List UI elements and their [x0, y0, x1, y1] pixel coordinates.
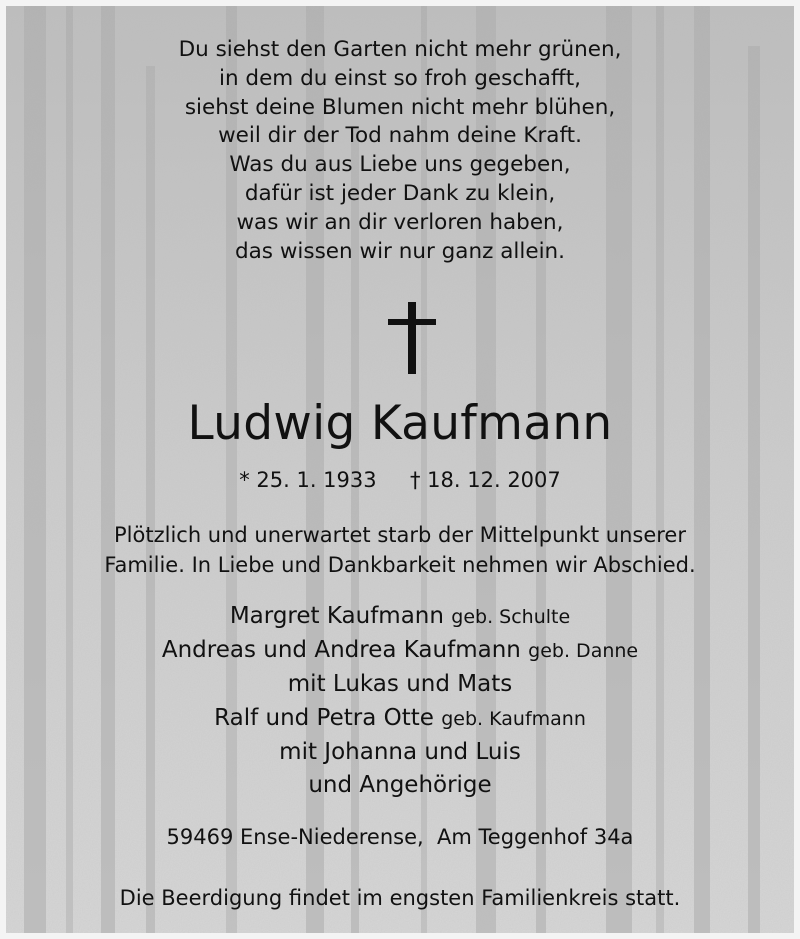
mourner-name: Margret Kaufmann	[229, 603, 444, 629]
mourner-name: und Angehörige	[308, 772, 492, 799]
poem-line: in dem du einst so froh geschafft,	[218, 65, 581, 91]
family-address: 59469 Ense-Niederense, Am Teggenhof 34a	[166, 825, 634, 849]
mourner-line	[6, 634, 794, 668]
mourners-list	[6, 600, 794, 802]
mourner-line	[6, 668, 794, 701]
mourner-name: mit Lukas und Mats	[287, 671, 513, 698]
life-dates: * 25. 1. 1933 † 18. 12. 2007	[239, 468, 561, 492]
poem-line: dafür ist jeder Dank zu klein,	[244, 180, 556, 206]
notice-content	[6, 6, 794, 933]
poem-line: was wir an dir verloren haben,	[236, 209, 564, 235]
mourner-line	[6, 736, 794, 769]
latin-cross-icon	[388, 302, 436, 374]
poem-line: Du siehst den Garten nicht mehr grünen,	[178, 37, 622, 62]
poem-line: siehst deine Blumen nicht mehr blühen,	[184, 94, 616, 120]
mourner-birth-name: geb. Kaufmann	[441, 707, 586, 730]
poem-line: weil dir der Tod nahm deine Kraft.	[218, 123, 582, 149]
mourner-birth-name: geb. Danne	[528, 640, 639, 663]
deceased-name: Ludwig Kaufmann	[187, 396, 613, 451]
message-line: Plötzlich und unerwartet starb der Mittelpunkt unserer	[114, 523, 686, 547]
poem-line: Was du aus Liebe uns gegeben,	[229, 152, 571, 178]
funeral-note: Die Beerdigung findet im engsten Familienkreis statt.	[119, 886, 681, 910]
message-line: Familie. In Liebe und Dankbarkeit nehmen wir Abschied.	[104, 553, 696, 577]
mourner-line	[6, 702, 794, 736]
mourner-line	[6, 769, 794, 802]
mourner-birth-name: geb. Schulte	[451, 606, 571, 628]
mourner-name: mit Johanna und Luis	[279, 738, 521, 765]
poem	[6, 36, 794, 266]
farewell-message	[6, 520, 794, 580]
mourner-name: Ralf und Petra Otte	[214, 704, 434, 731]
poem-line: das wissen wir nur ganz allein.	[234, 238, 566, 264]
mourner-line	[6, 600, 794, 634]
mourner-name: Andreas und Andrea Kaufmann	[161, 637, 521, 664]
